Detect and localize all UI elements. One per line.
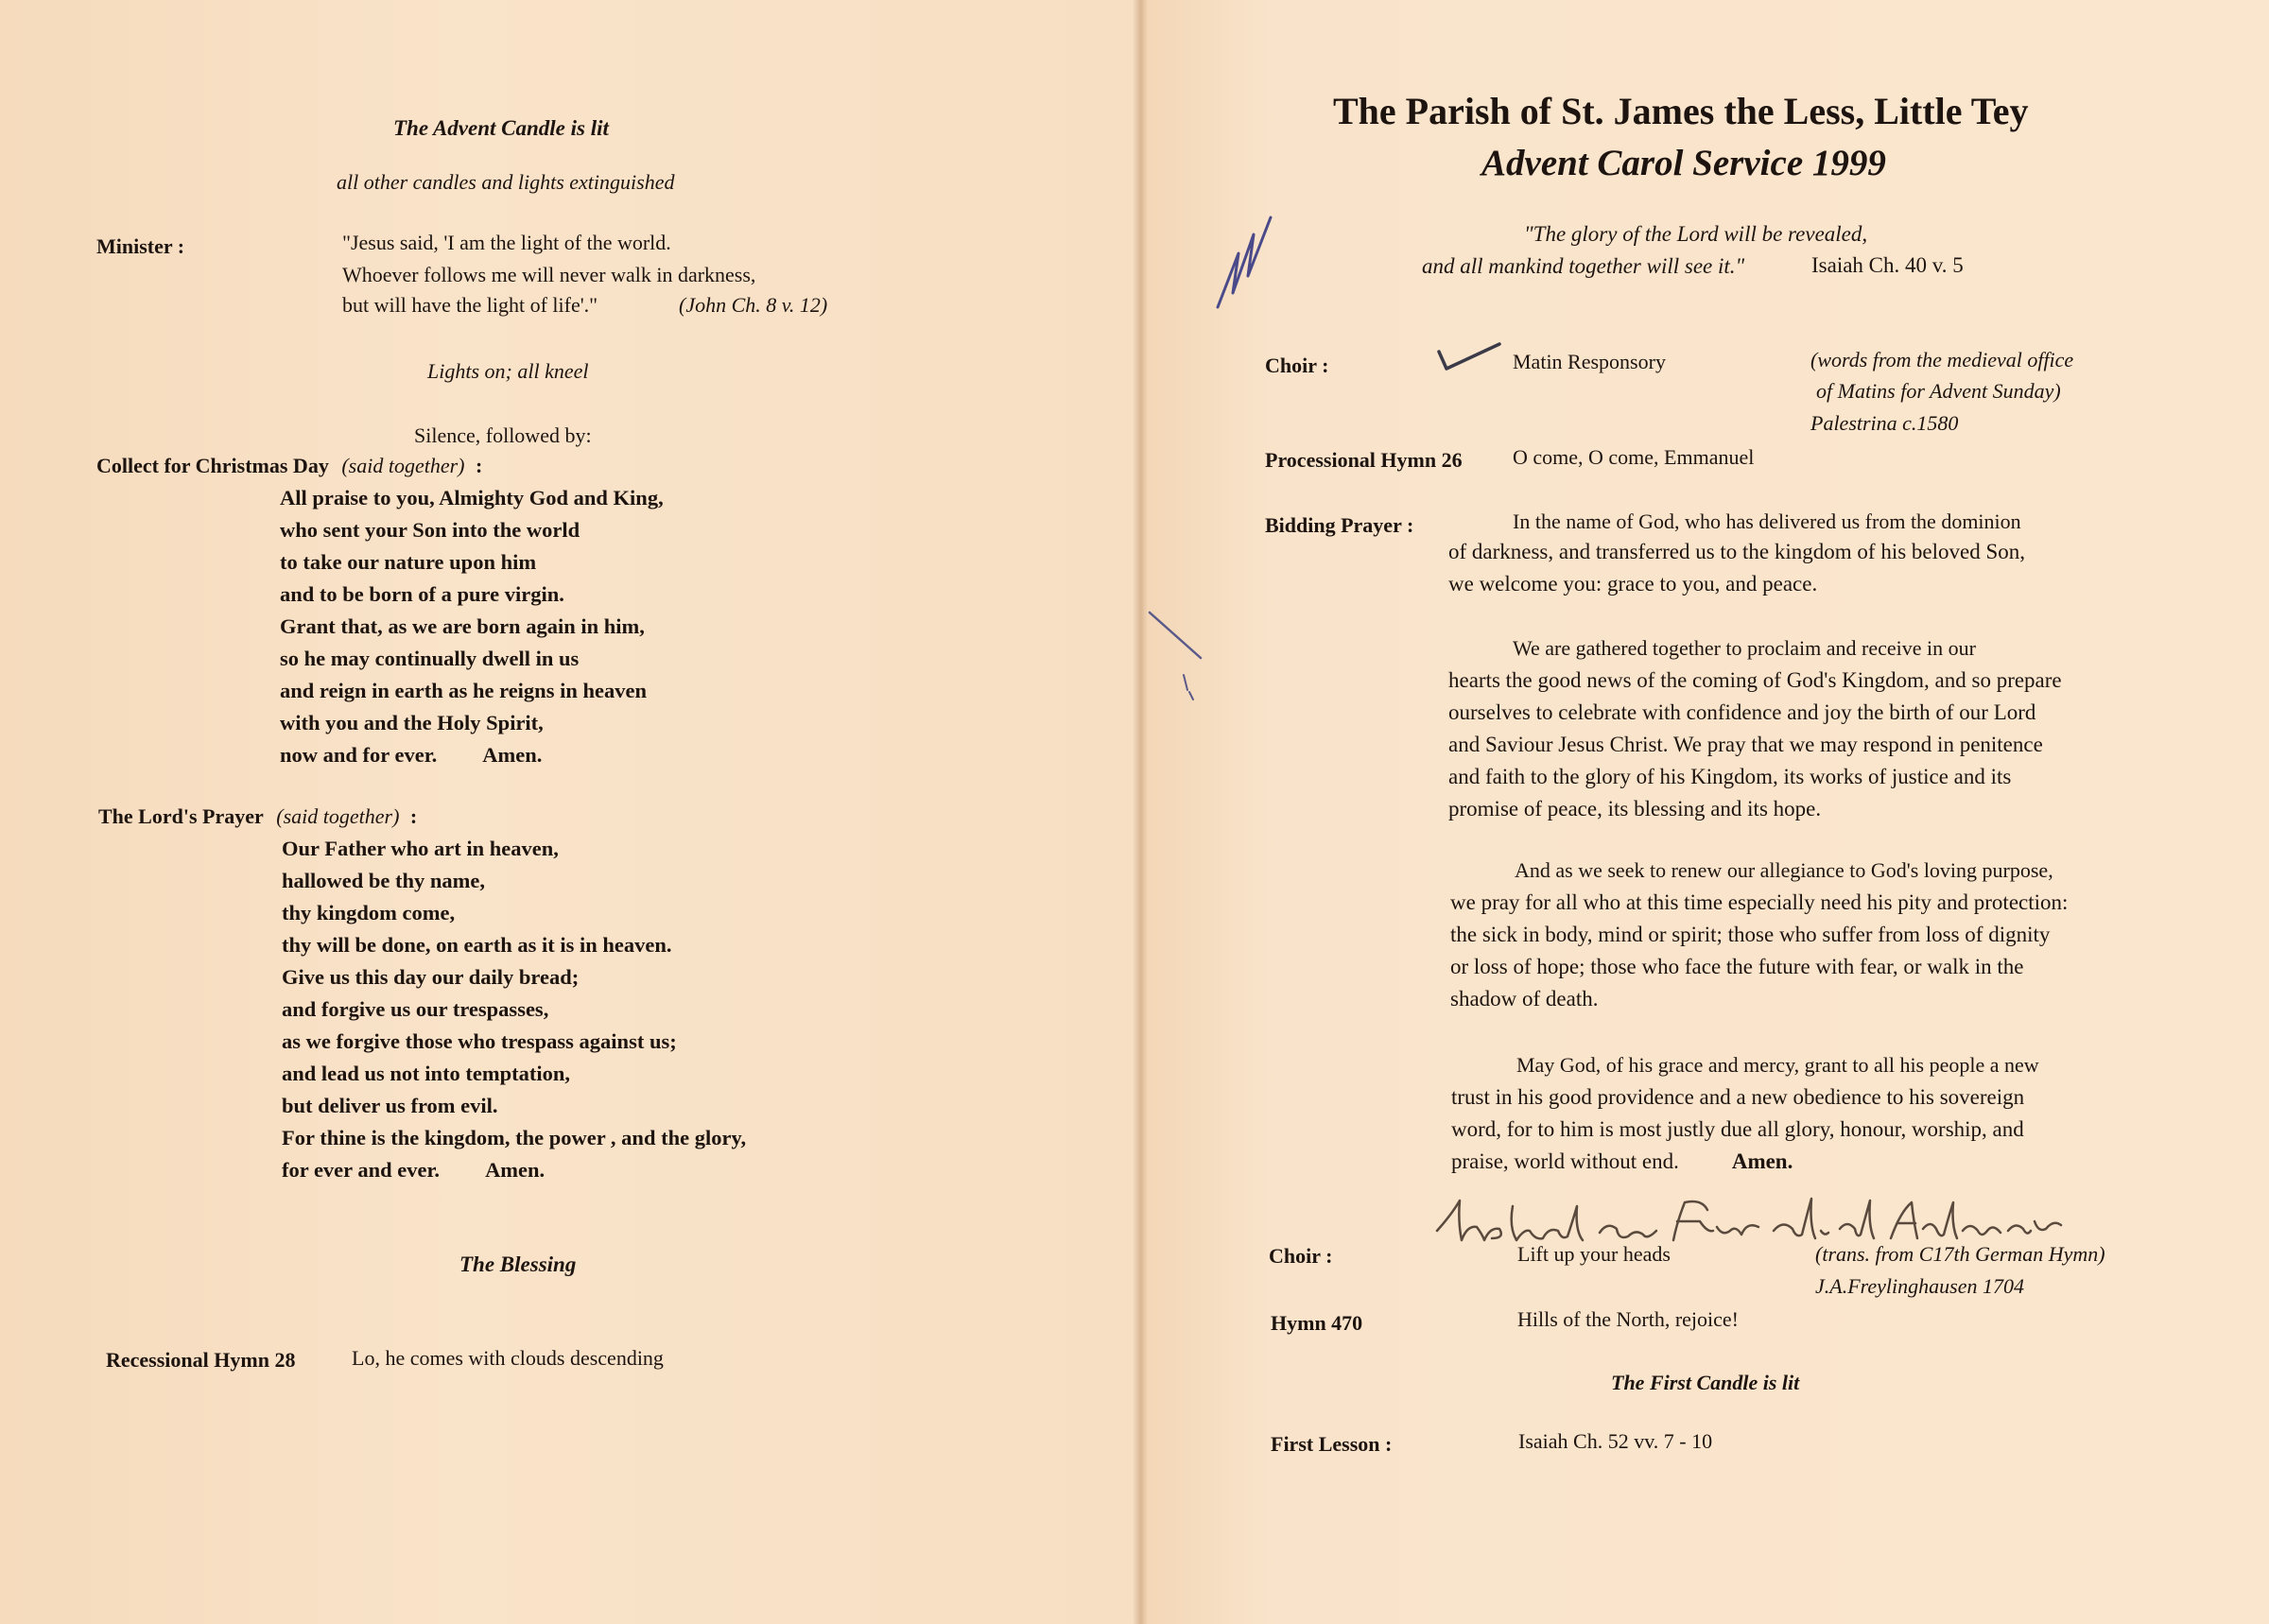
recessional-label: Recessional Hymn 28 (106, 1348, 296, 1372)
collect-colon: : (475, 454, 483, 477)
extinguished-note: all other candles and lights extinguished (337, 170, 675, 194)
blessing-heading: The Blessing (459, 1253, 577, 1276)
lords-prayer-line: Give us this day our daily bread; (282, 965, 580, 989)
collect-line: and reign in earth as he reigns in heaven (280, 679, 647, 702)
bidding-line: the sick in body, mind or spirit; those who suffer from loss of dignity (1450, 923, 2051, 946)
margin-pencil-mark-icon (1144, 605, 1210, 709)
bidding-paragraph-1 (1448, 536, 2025, 600)
collect-line: who sent your Son into the world (280, 518, 580, 542)
advent-candle-heading: The Advent Candle is lit (393, 116, 609, 140)
checkmark-icon (1435, 340, 1503, 374)
bidding-line: hearts the good news of the coming of God's Kingdom, and so prepare (1448, 668, 2062, 692)
collect-label: Collect for Christmas Day (96, 454, 329, 477)
matin-responsory: Matin Responsory (1513, 350, 1666, 373)
lift-note-1: (trans. from C17th German Hymn) (1815, 1242, 2105, 1266)
collect-note: (said together) (341, 454, 465, 477)
bidding-p4-line-1: May God, of his grace and mercy, grant to all his people a new (1516, 1053, 2039, 1077)
minister-ref: (John Ch. 8 v. 12) (679, 293, 828, 317)
bidding-line: shadow of death. (1450, 987, 1599, 1011)
lords-prayer-line: as we forgive those who trespass against us; (282, 1029, 677, 1053)
bidding-line: or loss of hope; those who face the future with fear, or walk in the (1450, 955, 2024, 978)
bidding-line: promise of peace, its blessing and its hope. (1448, 797, 1822, 821)
recessional-title: Lo, he comes with clouds descending (352, 1346, 664, 1370)
lords-prayer-line: Our Father who art in heaven, (282, 837, 559, 860)
lift-note-2: J.A.Freylinghausen 1704 (1815, 1274, 2024, 1298)
lords-prayer-text (282, 833, 746, 1186)
lords-prayer-line: hallowed be thy name, (282, 869, 486, 892)
bidding-p2-line-1: We are gathered together to proclaim and receive in our (1513, 636, 1976, 660)
lords-prayer-line: and forgive us our trespasses, (282, 997, 549, 1021)
minister-label: Minister : (96, 234, 185, 258)
silence-note: Silence, followed by: (414, 423, 592, 447)
minister-line-3: but will have the light of life'." (342, 293, 598, 317)
bidding-paragraph-3 (1450, 887, 2068, 1015)
collect-line: with you and the Holy Spirit, (280, 711, 544, 734)
collect-line: so he may continually dwell in us (280, 647, 580, 670)
bidding-line: word, for to him is most justly due all glory, honour, worship, and (1451, 1117, 2024, 1141)
collect-amen: Amen. (482, 743, 543, 767)
bidding-paragraph-2 (1448, 665, 2062, 825)
first-lesson-label: First Lesson : (1271, 1432, 1393, 1456)
collect-line: All praise to you, Almighty God and King, (280, 486, 664, 510)
bidding-line: trust in his good providence and a new obedience to his sovereign (1451, 1085, 2025, 1109)
bidding-paragraph-4 (1451, 1081, 2024, 1178)
lords-prayer-label: The Lord's Prayer (98, 804, 264, 828)
lords-prayer-note: (said together) (276, 804, 400, 828)
bidding-p1-line-1: In the name of God, who has delivered us from the dominion (1513, 510, 2021, 533)
matin-note-2: of Matins for Advent Sunday) (1816, 379, 2061, 403)
processional-title: O come, O come, Emmanuel (1513, 445, 1755, 469)
bidding-amen: Amen. (1731, 1149, 1793, 1173)
lords-prayer-line: and lead us not into temptation, (282, 1062, 571, 1085)
quote-ref: Isaiah Ch. 40 v. 5 (1811, 253, 1964, 277)
hymn-label: Hymn 470 (1271, 1311, 1363, 1335)
page-fold (1133, 0, 1148, 1624)
lords-prayer-heading (98, 804, 417, 829)
quote-line-1: "The glory of the Lord will be revealed, (1524, 222, 1868, 246)
bidding-line: we welcome you: grace to you, and peace. (1448, 572, 1818, 596)
processional-label: Processional Hymn 26 (1265, 448, 1463, 472)
lights-on-note: Lights on; all kneel (427, 359, 589, 383)
minister-line-1: "Jesus said, 'I am the light of the world. (342, 231, 671, 254)
bidding-line: and Saviour Jesus Christ. We pray that we may respond in penitence (1448, 733, 2043, 756)
collect-line: Grant that, as we are born again in him, (280, 614, 645, 638)
choir-label-2: Choir : (1269, 1244, 1333, 1268)
first-lesson-ref: Isaiah Ch. 52 vv. 7 - 10 (1518, 1429, 1713, 1453)
handwritten-mark-icon (1212, 199, 1278, 312)
collect-last-line: now and for ever. Amen. (280, 743, 543, 767)
bidding-p3-line-1: And as we seek to renew our allegiance to God's loving purpose, (1515, 858, 2053, 882)
choir-label-1: Choir : (1265, 354, 1329, 377)
bidding-line: we pray for all who at this time especially need his pity and protection: (1450, 890, 2069, 914)
collect-text (280, 482, 664, 771)
lift-up-your-heads: Lift up your heads (1517, 1242, 1671, 1266)
hymn-title: Hills of the North, rejoice! (1517, 1307, 1739, 1331)
collect-heading (96, 454, 482, 478)
parish-title: The Parish of St. James the Less, Little Tey (1333, 90, 2029, 132)
minister-line-2: Whoever follows me will never walk in darkness, (342, 263, 756, 286)
lords-prayer-amen: Amen. (485, 1158, 546, 1182)
quote-line-2: and all mankind together will see it." (1422, 254, 1745, 278)
bidding-line: and faith to the glory of his Kingdom, its works of justice and its (1448, 765, 2012, 788)
lords-prayer-line: thy kingdom come, (282, 901, 456, 924)
lords-prayer-last-line: for ever and ever. Amen. (282, 1158, 546, 1182)
lords-prayer-colon: : (409, 804, 418, 828)
collect-line: to take our nature upon him (280, 550, 537, 574)
first-candle-heading: The First Candle is lit (1611, 1371, 1800, 1394)
bidding-prayer-label: Bidding Prayer : (1265, 513, 1414, 537)
service-subtitle: Advent Carol Service 1999 (1481, 143, 1886, 183)
lords-prayer-line: but deliver us from evil. (282, 1094, 498, 1117)
lords-prayer-line: thy will be done, on earth as it is in heaven. (282, 933, 672, 957)
lords-prayer-line: For thine is the kingdom, the power , and the glory, (282, 1126, 747, 1149)
bidding-last-line: praise, world without end. Amen. (1451, 1149, 1793, 1173)
matin-note-3: Palestrina c.1580 (1810, 411, 1959, 435)
collect-line: and to be born of a pure virgin. (280, 582, 564, 606)
matin-note-1: (words from the medieval office (1810, 348, 2074, 371)
bidding-line: of darkness, and transferred us to the kingdom of his beloved Son, (1448, 540, 2026, 563)
bidding-line: ourselves to celebrate with confidence and joy the birth of our Lord (1448, 700, 2036, 724)
